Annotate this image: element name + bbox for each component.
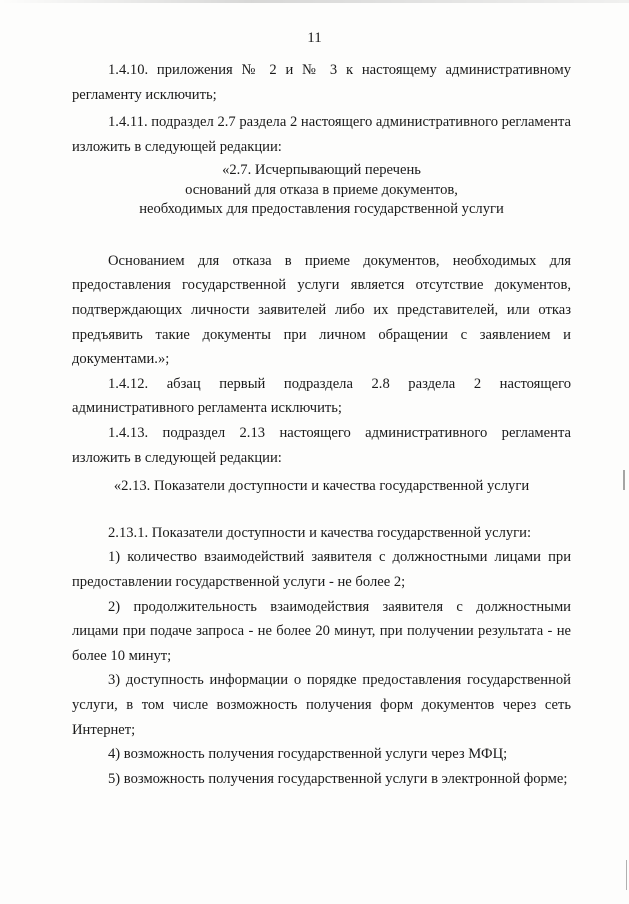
heading-2-7-line-1: «2.7. Исчерпывающий перечень [222,162,421,179]
paragraph-refusal-grounds: Основанием для отказа в приеме документов, необходимых для предоставления государственной услуги является отсутствие документов, подтверждающих личности заявителей либо их представителей, или отказ предъявить такие документы при личном обращении с заявлением и документами.»; [72,252,571,368]
paragraph-1-4-10: 1.4.10. приложения № 2 и № 3 к настоящему административному регламенту исключить; [72,62,571,103]
scan-side-mark [623,470,625,490]
paragraph-1-4-11: 1.4.11. подраздел 2.7 раздела 2 настоящего административного регламента изложить в следующей редакции: [72,114,571,155]
page-number: 11 [307,30,322,46]
document-body [72,58,571,791]
heading-2-7-line-2: оснований для отказа в приеме документов, [185,181,458,198]
section-heading-2-13: «2.13. Показатели доступности и качества государственной услуги [113,478,530,495]
list-item-1: 1) количество взаимодействий заявителя с должностными лицами при предоставлении государственной услуги - не более 2; [72,549,571,590]
scan-edge-mark [0,0,629,3]
list-item-3: 3) доступность информации о порядке предоставления государственной услуги, в том числе возможность получения форм документов через сеть Интернет; [72,672,571,738]
list-item-5: 5) возможность получения государственной услуги в электронной форме; [108,770,568,787]
list-item-2: 2) продолжительность взаимодействия заявителя с должностными лицами при подаче запроса - не более 20 минут, при получении результата - не более 10 минут; [72,598,571,664]
paragraph-1-4-12: 1.4.12. абзац первый подраздела 2.8 раздела 2 настоящего административного регламента исключить; [72,375,571,417]
section-heading-2-7 [72,161,571,220]
scan-side-mark-bottom [626,860,627,890]
heading-2-7-line-3: необходимых для предоставления государственной услуги [139,201,504,218]
list-item-4: 4) возможность получения государственной услуги через МФЦ; [108,746,508,763]
paragraph-1-4-13: 1.4.13. подраздел 2.13 настоящего административного регламента изложить в следующей редакции: [72,425,571,466]
paragraph-2-13-1: 2.13.1. Показатели доступности и качества государственной услуги: [108,524,532,541]
